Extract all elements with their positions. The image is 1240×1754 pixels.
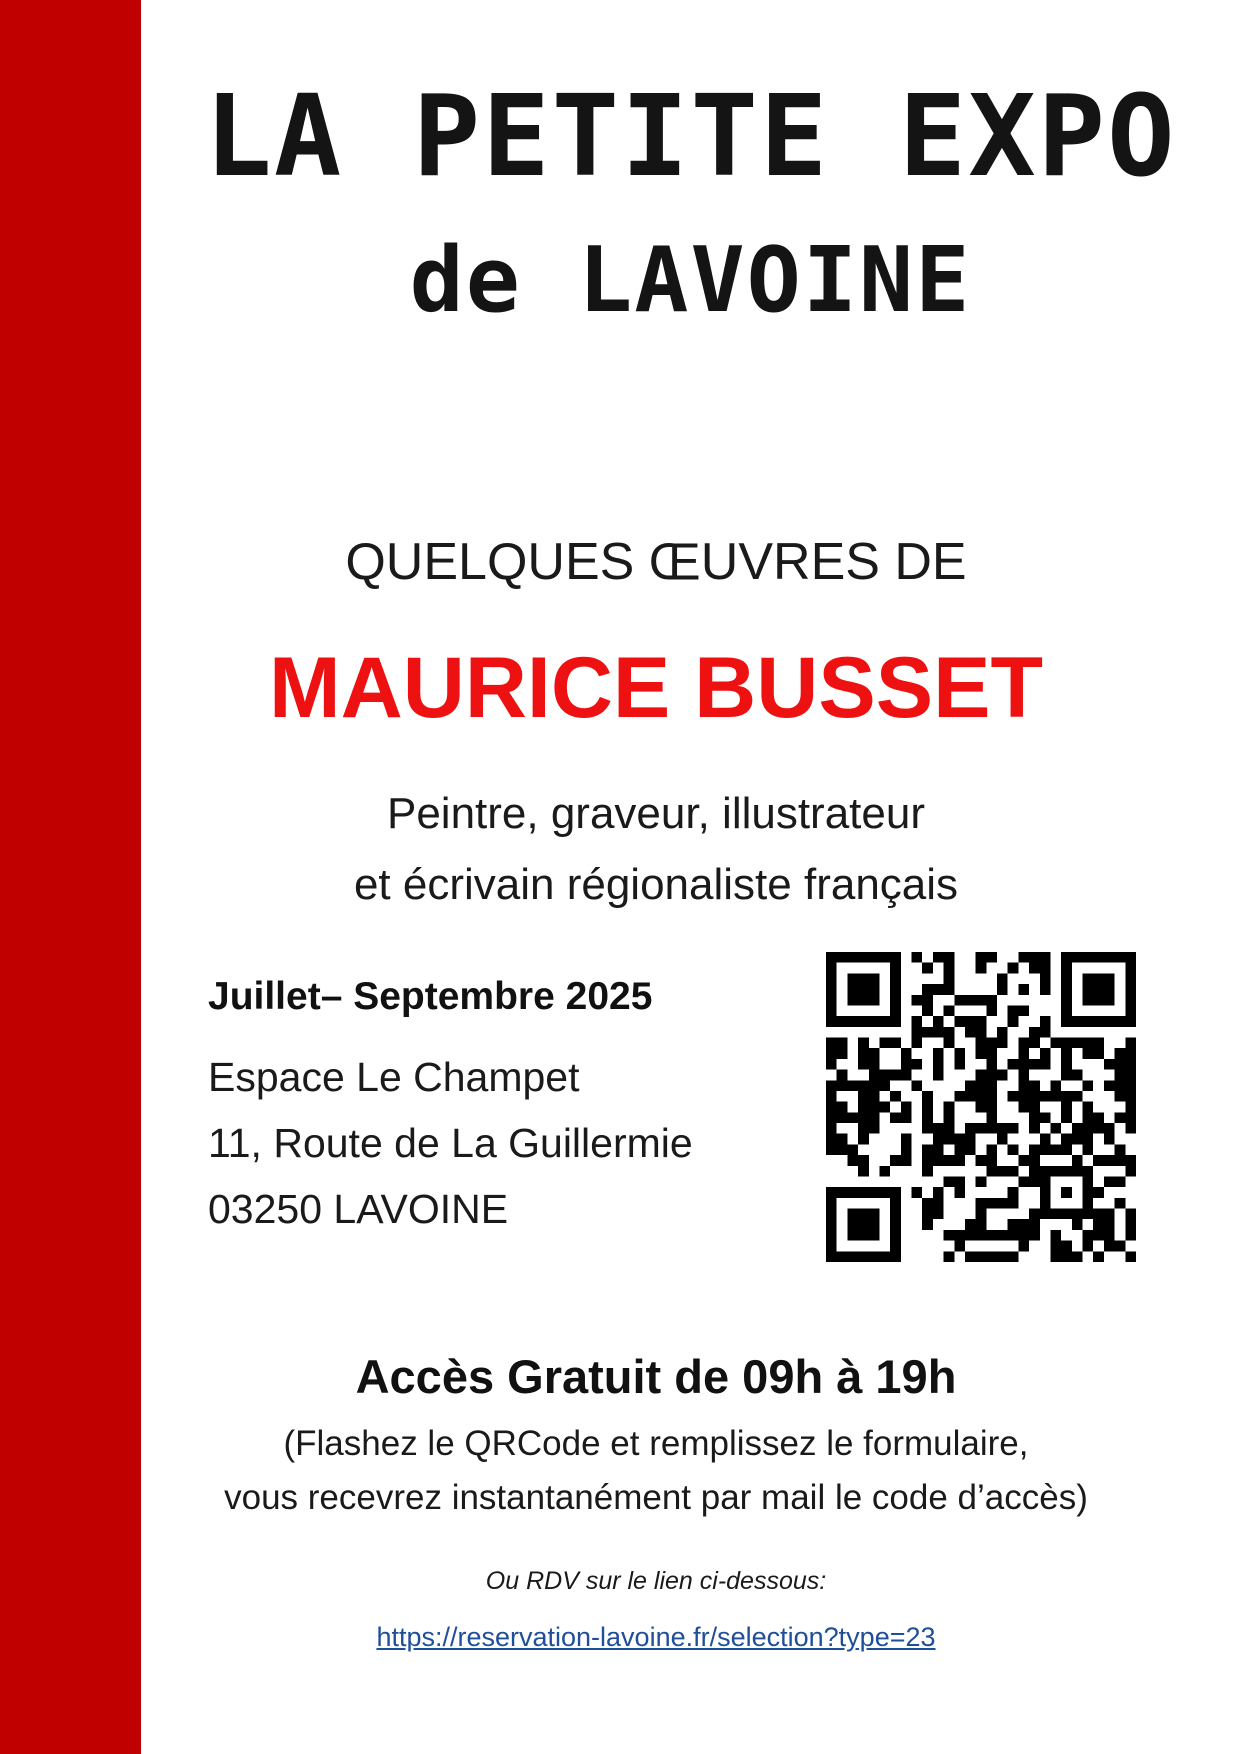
works-subtitle: QUELQUES ŒUVRES DE (345, 533, 967, 591)
access-instructions-line-1: (Flashez le QRCode et remplissez le formulaire, (283, 1424, 1029, 1463)
venue-name: Espace Le Champet (208, 1054, 580, 1100)
venue-city: 03250 LAVOINE (208, 1186, 509, 1232)
artist-description-line-2: et écrivain régionaliste français (353, 860, 959, 909)
qr-code-icon[interactable] (826, 952, 1136, 1262)
side-red-band (0, 0, 141, 1754)
rdv-text: Ou RDV sur le lien ci-dessous: (485, 1567, 827, 1595)
artist-name: MAURICE BUSSET (268, 640, 1044, 736)
venue-street: 11, Route de La Guillermie (208, 1120, 693, 1166)
access-hours-headline: Accès Gratuit de 09h à 19h (355, 1350, 957, 1403)
artist-description-line-1: Peintre, graveur, illustrateur (386, 789, 926, 838)
poster-title: LA PETITE EXPO (204, 72, 1177, 202)
poster-title-location: de LAVOINE (409, 228, 972, 333)
event-dates: Juillet– Septembre 2025 (208, 975, 653, 1018)
reservation-link[interactable]: https://reservation-lavoine.fr/selection?type=23 (376, 1622, 936, 1652)
access-instructions-line-2: vous recevrez instantanément par mail le code d’accès) (224, 1478, 1088, 1517)
